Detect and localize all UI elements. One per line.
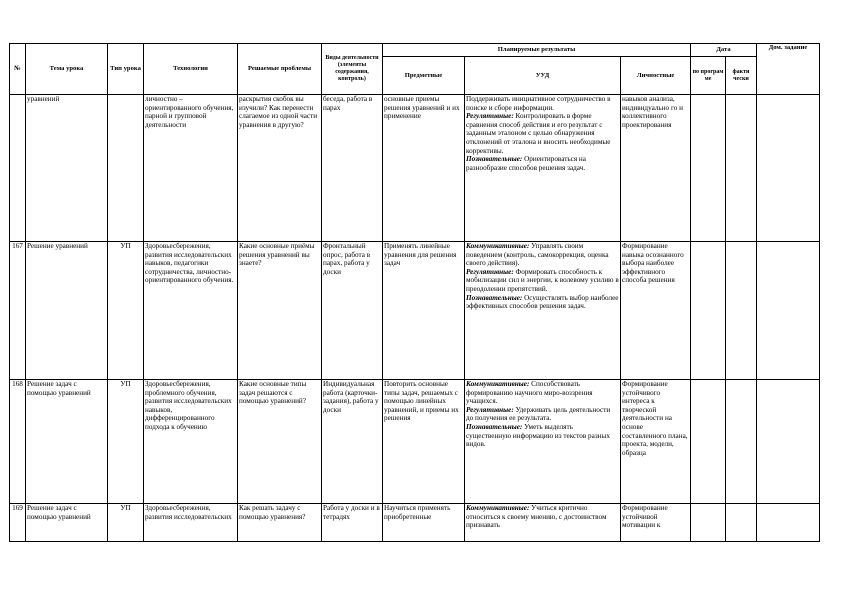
- header-homework: Дом. задание: [757, 44, 820, 95]
- cell-problems: раскрытия скобок вы изучили? Как перенести слагаемое из одной части уравнения в другую?: [238, 95, 322, 242]
- cell-homework: [757, 504, 820, 542]
- cell-personal: Формирование устойчивого интереса к творческой деятельности на основе составленного плана, проекта, модели, образца: [621, 380, 691, 504]
- uud-label: Коммуникативные:: [466, 242, 532, 250]
- table-row: [10, 95, 820, 242]
- table-row: [10, 380, 820, 504]
- cell-type: [108, 95, 144, 242]
- cell-topic: уравнений: [26, 95, 108, 242]
- uud-label: Коммуникативные:: [466, 504, 532, 512]
- header-date: Дата: [691, 44, 757, 57]
- uud-label: Регулятивные:: [466, 267, 516, 276]
- uud-text: Способствовать формированию научного миро-воззрения учащихся.: [466, 380, 593, 406]
- cell-uud: [465, 504, 621, 542]
- table-row: [10, 504, 820, 542]
- cell-type: УП: [108, 380, 144, 504]
- cell-num: [10, 95, 26, 242]
- uud-label: Познавательные:: [466, 155, 525, 164]
- uud-item: [466, 155, 619, 172]
- uud-text: Управлять своим поведением (контроль, самокоррекция, оценка своего действия).: [466, 242, 609, 268]
- cell-homework: [757, 242, 820, 380]
- uud-text: Поддерживать инициативное сотрудничество в поиске и сборе информации.: [466, 95, 611, 112]
- uud-item: [466, 423, 619, 449]
- cell-personal: навыков анализа, индивидуально го и коллективного проектирования: [621, 95, 691, 242]
- uud-item: [466, 504, 619, 530]
- cell-tech: Здоровьесбережения, проблемного обучения, развития исследовательских навыков, дифференцированного подхода к обучению: [144, 380, 238, 504]
- header-uud: УУД: [465, 57, 621, 95]
- cell-subject: Применять линейные уравнения для решения задач: [383, 242, 465, 380]
- header-num: №: [10, 44, 26, 95]
- cell-tech: Здоровьесбережения, развития исследовательских навыков, педагогики сотрудничества, личностно-ориентированного обучения.: [144, 242, 238, 380]
- uud-label: Познавательные:: [466, 293, 525, 302]
- cell-uud: [465, 380, 621, 504]
- uud-label: Регулятивные:: [466, 112, 516, 121]
- cell-activity: Фронтальный опрос, работа в парах, работа у доски: [322, 242, 383, 380]
- uud-label: Познавательные:: [466, 422, 525, 431]
- cell-uud: [465, 242, 621, 380]
- cell-personal: Формирование навыка осознанного выбора наиболее эффективного способа решения: [621, 242, 691, 380]
- uud-text: Контролировать в форме сравнения способ действия и его результат с заданным эталоном с целью обнаружения отклонений от эталона и вносить необходимые коррективы.: [466, 112, 611, 155]
- header-activity: Виды деятельности (элементы содержания, контроль): [322, 44, 383, 95]
- header-tech: Технологии: [144, 44, 238, 95]
- cell-problems: Какие основные типы задач решаются с помощью уравнений?: [238, 380, 322, 504]
- cell-activity: Индивидуальная работа (карточки-задания), работа у доски: [322, 380, 383, 504]
- header-planned-results: Планируемые результаты: [383, 44, 691, 57]
- cell-num: 169: [10, 504, 26, 542]
- cell-homework: [757, 95, 820, 242]
- uud-item: [466, 112, 619, 155]
- cell-problems: Какие основные приёмы решения уравнений вы знаете?: [238, 242, 322, 380]
- uud-text: Формировать способность к мобилизации сил и энергии, к волевому усилию в преодолении препятствий.: [466, 267, 619, 293]
- cell-topic: Решение задач с помощью уравнений: [26, 504, 108, 542]
- cell-date-plan: [691, 242, 726, 380]
- header-personal: Личностные: [621, 57, 691, 95]
- uud-text: Осуществлять выбор наиболее эффективных способов решения задач.: [466, 293, 619, 311]
- uud-label: Коммуникативные:: [466, 380, 532, 388]
- uud-text: Удерживать цель деятельности до получения ее результата.: [466, 405, 611, 423]
- header-problems: Решаемые проблемы: [238, 44, 322, 95]
- uud-text: Учиться критично относиться к своему мнению, с достоинством признавать: [466, 504, 607, 530]
- cell-homework: [757, 380, 820, 504]
- uud-text: Уметь выделять существенную информацию из текстов разных видов.: [466, 422, 610, 449]
- cell-activity: Работа у доски и в тетрадях: [322, 504, 383, 542]
- cell-date-fact: [726, 242, 757, 380]
- cell-date-plan: [691, 380, 726, 504]
- uud-item: [466, 406, 619, 423]
- cell-date-fact: [726, 95, 757, 242]
- uud-item: [466, 380, 619, 406]
- uud-text: Ориентироваться на разнообразие способов решения задач.: [466, 155, 586, 172]
- cell-uud: [465, 95, 621, 242]
- cell-tech: Здоровьесбережения, развития исследовательских: [144, 504, 238, 542]
- cell-date-plan: [691, 95, 726, 242]
- uud-item: [466, 95, 619, 112]
- uud-label: Регулятивные:: [466, 405, 516, 414]
- cell-num: 168: [10, 380, 26, 504]
- uud-item: [466, 294, 619, 311]
- cell-type: УП: [108, 504, 144, 542]
- table-row: [10, 242, 820, 380]
- header-topic: Тема урока: [26, 44, 108, 95]
- cell-topic: Решение задач с помощью уравнений: [26, 380, 108, 504]
- header-type: Тип урока: [108, 44, 144, 95]
- cell-subject: Повторить основные типы задач, решаемых с помощью линейных уравнений, и приемы их решения: [383, 380, 465, 504]
- cell-subject: основные приемы решения уравнений и их применение: [383, 95, 465, 242]
- cell-type: УП: [108, 242, 144, 380]
- cell-date-plan: [691, 504, 726, 542]
- header-subject: Предметные: [383, 57, 465, 95]
- uud-item: [466, 242, 619, 268]
- header-date-plan: по програм ме: [691, 57, 726, 95]
- cell-topic: Решение уравнений: [26, 242, 108, 380]
- cell-subject: Научиться применять приобретенные: [383, 504, 465, 542]
- lesson-plan-table: [9, 43, 820, 542]
- cell-num: 167: [10, 242, 26, 380]
- cell-activity: беседа, работа в парах: [322, 95, 383, 242]
- uud-item: [466, 268, 619, 294]
- cell-date-fact: [726, 380, 757, 504]
- header-date-fact: факти чески: [726, 57, 757, 95]
- cell-date-fact: [726, 504, 757, 542]
- cell-tech: личностно – ориентированного обучения, парной и групповой деятельности: [144, 95, 238, 242]
- cell-personal: Формирование устойчивой мотивации к: [621, 504, 691, 542]
- cell-problems: Как решать задачу с помощью уравнения?: [238, 504, 322, 542]
